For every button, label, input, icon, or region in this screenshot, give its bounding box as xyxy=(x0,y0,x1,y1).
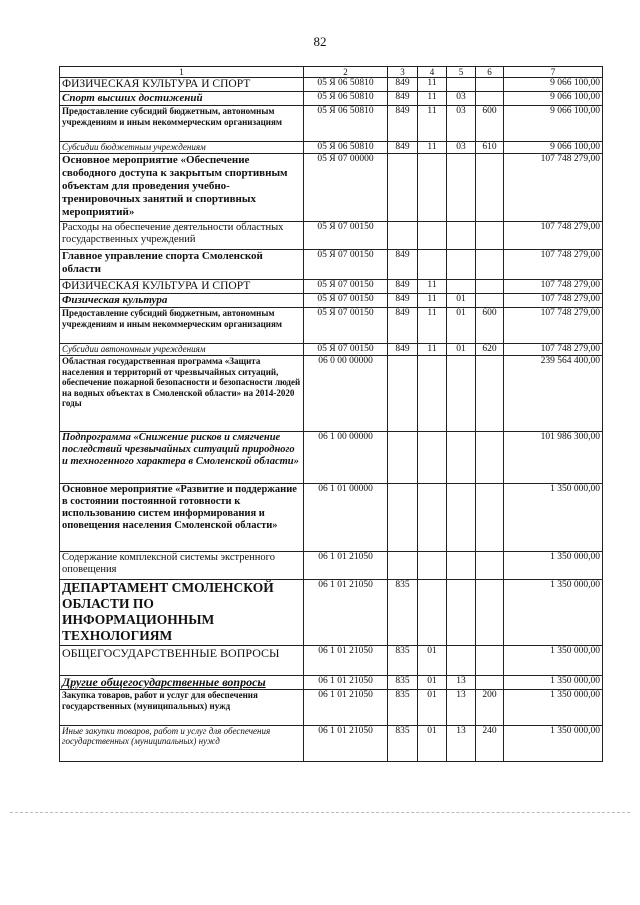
administrator-code-cell: 849 xyxy=(388,78,418,92)
amount-cell: 107 748 279,00 xyxy=(504,250,603,280)
subsection-code-cell xyxy=(447,280,476,294)
administrator-code-cell xyxy=(388,552,418,580)
amount-cell: 101 986 300,00 xyxy=(504,432,603,484)
section-code-cell: 11 xyxy=(418,280,447,294)
row-name-cell: ДЕПАРТАМЕНТ СМОЛЕНСКОЙ ОБЛАСТИ ПО ИНФОРМАЦИОННЫМ ТЕХНОЛОГИЯМ xyxy=(60,580,304,646)
target-article-code-cell: 06 1 01 21050 xyxy=(304,646,388,676)
target-article-code-cell: 05 Я 07 00150 xyxy=(304,250,388,280)
section-code-cell: 11 xyxy=(418,294,447,308)
administrator-code-cell: 835 xyxy=(388,690,418,726)
target-article-code-cell: 06 1 01 00000 xyxy=(304,484,388,552)
expense-type-code-cell xyxy=(476,250,504,280)
expense-type-code-cell xyxy=(476,646,504,676)
section-code-cell: 01 xyxy=(418,676,447,690)
subsection-code-cell: 01 xyxy=(447,294,476,308)
section-code-cell xyxy=(418,250,447,280)
table-row xyxy=(60,92,603,106)
table-row xyxy=(60,344,603,356)
section-code-cell: 11 xyxy=(418,308,447,344)
subsection-code-cell xyxy=(447,552,476,580)
expense-type-code-cell: 610 xyxy=(476,142,504,154)
subsection-code-cell: 03 xyxy=(447,92,476,106)
amount-cell: 1 350 000,00 xyxy=(504,726,603,762)
table-row xyxy=(60,432,603,484)
row-name-cell: ФИЗИЧЕСКАЯ КУЛЬТУРА И СПОРТ xyxy=(60,78,304,92)
section-code-cell xyxy=(418,484,447,552)
amount-cell: 107 748 279,00 xyxy=(504,154,603,222)
target-article-code-cell: 05 Я 07 00150 xyxy=(304,222,388,250)
target-article-code-cell: 06 1 01 21050 xyxy=(304,726,388,762)
table-row xyxy=(60,646,603,676)
expense-type-code-cell xyxy=(476,294,504,308)
row-name-cell: Физическая культура xyxy=(60,294,304,308)
expense-type-code-cell: 240 xyxy=(476,726,504,762)
header-cell: 4 xyxy=(418,67,447,78)
amount-cell: 1 350 000,00 xyxy=(504,484,603,552)
expense-type-code-cell xyxy=(476,552,504,580)
table-row xyxy=(60,142,603,154)
expense-type-code-cell xyxy=(476,92,504,106)
expense-type-code-cell: 620 xyxy=(476,344,504,356)
administrator-code-cell: 849 xyxy=(388,106,418,142)
table-row xyxy=(60,690,603,726)
target-article-code-cell: 05 Я 06 50810 xyxy=(304,106,388,142)
table-row xyxy=(60,308,603,344)
expense-type-code-cell xyxy=(476,676,504,690)
section-code-cell: 01 xyxy=(418,646,447,676)
target-article-code-cell: 05 Я 07 00000 xyxy=(304,154,388,222)
subsection-code-cell xyxy=(447,484,476,552)
expense-type-code-cell xyxy=(476,432,504,484)
header-cell: 7 xyxy=(504,67,603,78)
row-name-cell: Содержание комплексной системы экстренного оповещения xyxy=(60,552,304,580)
section-code-cell: 01 xyxy=(418,726,447,762)
administrator-code-cell: 835 xyxy=(388,726,418,762)
row-name-cell: Закупка товаров, работ и услуг для обеспечения государственных (муниципальных) нужд xyxy=(60,690,304,726)
row-name-cell: Основное мероприятие «Развитие и поддержание в состоянии постоянной готовности к использованию систем информирования и оповещения населения Смоленской области» xyxy=(60,484,304,552)
amount-cell: 9 066 100,00 xyxy=(504,106,603,142)
administrator-code-cell xyxy=(388,484,418,552)
amount-cell: 107 748 279,00 xyxy=(504,344,603,356)
row-name-cell: Другие общегосударственные вопросы xyxy=(60,676,304,690)
administrator-code-cell: 849 xyxy=(388,92,418,106)
scan-artifact-line xyxy=(10,812,630,813)
row-name-cell: Субсидии бюджетным учреждениям xyxy=(60,142,304,154)
subsection-code-cell: 13 xyxy=(447,676,476,690)
target-article-code-cell: 06 1 01 21050 xyxy=(304,676,388,690)
subsection-code-cell: 01 xyxy=(447,308,476,344)
subsection-code-cell xyxy=(447,580,476,646)
subsection-code-cell: 03 xyxy=(447,106,476,142)
header-cell: 2 xyxy=(304,67,388,78)
amount-cell: 107 748 279,00 xyxy=(504,222,603,250)
target-article-code-cell: 05 Я 07 00150 xyxy=(304,344,388,356)
administrator-code-cell: 849 xyxy=(388,280,418,294)
administrator-code-cell: 835 xyxy=(388,580,418,646)
amount-cell: 107 748 279,00 xyxy=(504,308,603,344)
table-row xyxy=(60,726,603,762)
header-row xyxy=(60,67,603,78)
expense-type-code-cell xyxy=(476,154,504,222)
subsection-code-cell: 13 xyxy=(447,690,476,726)
table-row xyxy=(60,580,603,646)
table-row xyxy=(60,294,603,308)
amount-cell: 9 066 100,00 xyxy=(504,78,603,92)
section-code-cell xyxy=(418,432,447,484)
row-name-cell: Расходы на обеспечение деятельности областных государственных учреждений xyxy=(60,222,304,250)
section-code-cell: 11 xyxy=(418,78,447,92)
subsection-code-cell xyxy=(447,432,476,484)
expense-type-code-cell: 600 xyxy=(476,308,504,344)
administrator-code-cell xyxy=(388,432,418,484)
subsection-code-cell: 01 xyxy=(447,344,476,356)
table-row xyxy=(60,78,603,92)
header-cell: 3 xyxy=(388,67,418,78)
target-article-code-cell: 06 1 01 21050 xyxy=(304,552,388,580)
row-name-cell: Областная государственная программа «Защита населения и территорий от чрезвычайных ситуаций, обеспечение пожарной безопасности и безопасности людей на водных объектах в Смоленской области» на 2014-2020 годы xyxy=(60,356,304,432)
administrator-code-cell xyxy=(388,222,418,250)
amount-cell: 239 564 400,00 xyxy=(504,356,603,432)
section-code-cell xyxy=(418,552,447,580)
row-name-cell: Субсидии автономным учреждениям xyxy=(60,344,304,356)
row-name-cell: Подпрограмма «Снижение рисков и смягчение последствий чрезвычайных ситуаций природного и техногенного характера в Смоленской области» xyxy=(60,432,304,484)
expense-type-code-cell xyxy=(476,78,504,92)
administrator-code-cell: 849 xyxy=(388,142,418,154)
row-name-cell: Предоставление субсидий бюджетным, автономным учреждениям и иным некоммерческим организациям xyxy=(60,106,304,142)
table-row xyxy=(60,222,603,250)
row-name-cell: Главное управление спорта Смоленской области xyxy=(60,250,304,280)
amount-cell: 107 748 279,00 xyxy=(504,294,603,308)
target-article-code-cell: 06 1 01 21050 xyxy=(304,580,388,646)
table-row xyxy=(60,484,603,552)
section-code-cell xyxy=(418,154,447,222)
subsection-code-cell xyxy=(447,222,476,250)
target-article-code-cell: 05 Я 07 00150 xyxy=(304,280,388,294)
amount-cell: 1 350 000,00 xyxy=(504,690,603,726)
section-code-cell: 11 xyxy=(418,106,447,142)
section-code-cell: 11 xyxy=(418,142,447,154)
section-code-cell: 01 xyxy=(418,690,447,726)
administrator-code-cell: 849 xyxy=(388,294,418,308)
header-cell: 6 xyxy=(476,67,504,78)
table-row xyxy=(60,676,603,690)
table-row xyxy=(60,280,603,294)
table-row xyxy=(60,154,603,222)
amount-cell: 1 350 000,00 xyxy=(504,552,603,580)
amount-cell: 1 350 000,00 xyxy=(504,676,603,690)
budget-table xyxy=(59,66,603,762)
subsection-code-cell xyxy=(447,356,476,432)
section-code-cell: 11 xyxy=(418,344,447,356)
subsection-code-cell xyxy=(447,646,476,676)
expense-type-code-cell: 200 xyxy=(476,690,504,726)
expense-type-code-cell: 600 xyxy=(476,106,504,142)
section-code-cell xyxy=(418,222,447,250)
subsection-code-cell: 13 xyxy=(447,726,476,762)
subsection-code-cell xyxy=(447,154,476,222)
target-article-code-cell: 05 Я 06 50810 xyxy=(304,92,388,106)
row-name-cell: ФИЗИЧЕСКАЯ КУЛЬТУРА И СПОРТ xyxy=(60,280,304,294)
subsection-code-cell xyxy=(447,78,476,92)
subsection-code-cell xyxy=(447,250,476,280)
amount-cell: 1 350 000,00 xyxy=(504,580,603,646)
administrator-code-cell: 835 xyxy=(388,646,418,676)
table-row xyxy=(60,356,603,432)
target-article-code-cell: 06 0 00 00000 xyxy=(304,356,388,432)
expense-type-code-cell xyxy=(476,484,504,552)
target-article-code-cell: 05 Я 06 50810 xyxy=(304,142,388,154)
administrator-code-cell xyxy=(388,154,418,222)
expense-type-code-cell xyxy=(476,580,504,646)
target-article-code-cell: 06 1 01 21050 xyxy=(304,690,388,726)
target-article-code-cell: 05 Я 06 50810 xyxy=(304,78,388,92)
administrator-code-cell xyxy=(388,356,418,432)
target-article-code-cell: 05 Я 07 00150 xyxy=(304,308,388,344)
administrator-code-cell: 849 xyxy=(388,344,418,356)
subsection-code-cell: 03 xyxy=(447,142,476,154)
row-name-cell: ОБЩЕГОСУДАРСТВЕННЫЕ ВОПРОСЫ xyxy=(60,646,304,676)
row-name-cell: Спорт высших достижений xyxy=(60,92,304,106)
amount-cell: 107 748 279,00 xyxy=(504,280,603,294)
row-name-cell: Основное мероприятие «Обеспечение свободного доступа к закрытым спортивным объектам для проведения учебно-тренировочных занятий и спортивных мероприятий» xyxy=(60,154,304,222)
amount-cell: 9 066 100,00 xyxy=(504,92,603,106)
row-name-cell: Предоставление субсидий бюджетным, автономным учреждениям и иным некоммерческим организациям xyxy=(60,308,304,344)
target-article-code-cell: 06 1 00 00000 xyxy=(304,432,388,484)
section-code-cell: 11 xyxy=(418,92,447,106)
expense-type-code-cell xyxy=(476,356,504,432)
row-name-cell: Иные закупки товаров, работ и услуг для обеспечения государственных (муниципальных) нужд xyxy=(60,726,304,762)
header-cell: 1 xyxy=(60,67,304,78)
administrator-code-cell: 835 xyxy=(388,676,418,690)
administrator-code-cell: 849 xyxy=(388,308,418,344)
administrator-code-cell: 849 xyxy=(388,250,418,280)
table-row xyxy=(60,552,603,580)
amount-cell: 9 066 100,00 xyxy=(504,142,603,154)
header-cell: 5 xyxy=(447,67,476,78)
expense-type-code-cell xyxy=(476,280,504,294)
section-code-cell xyxy=(418,580,447,646)
table-row xyxy=(60,250,603,280)
amount-cell: 1 350 000,00 xyxy=(504,646,603,676)
target-article-code-cell: 05 Я 07 00150 xyxy=(304,294,388,308)
page-number: 82 xyxy=(313,34,327,49)
section-code-cell xyxy=(418,356,447,432)
expense-type-code-cell xyxy=(476,222,504,250)
table-row xyxy=(60,106,603,142)
